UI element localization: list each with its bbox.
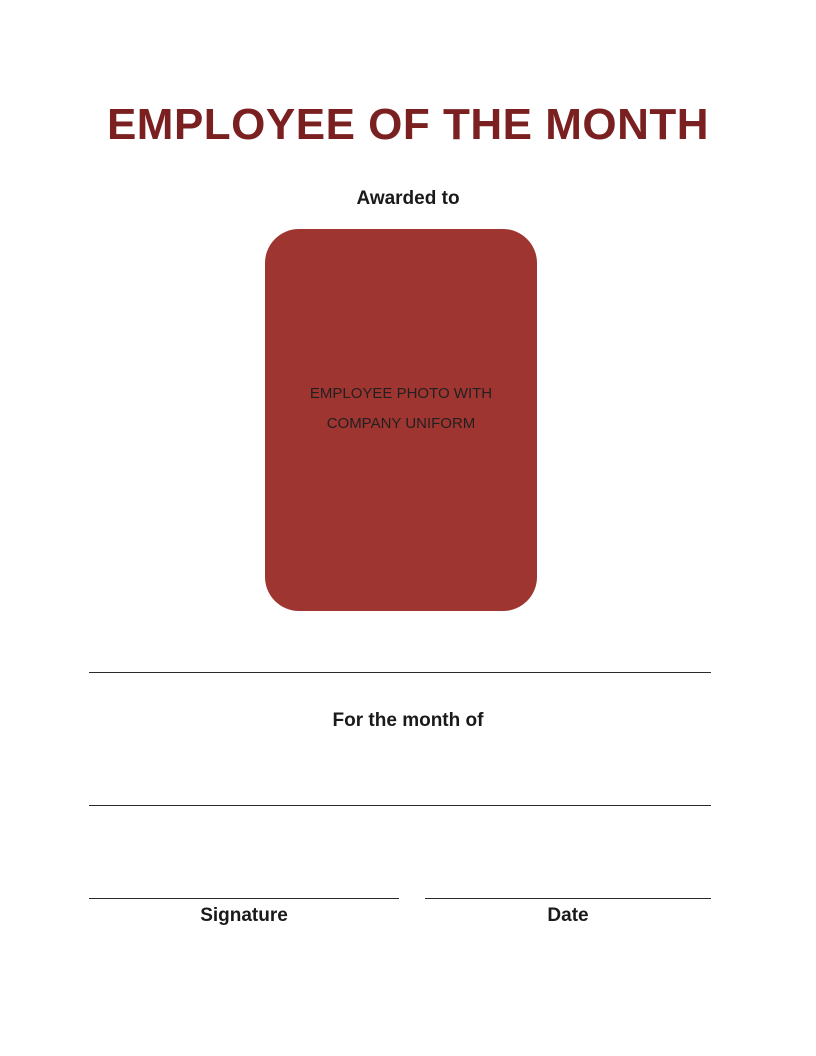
month-value-line[interactable] (89, 805, 711, 806)
photo-placeholder-line-2: COMPANY UNIFORM (326, 415, 476, 432)
recipient-name-line[interactable] (89, 672, 711, 673)
date-line[interactable] (425, 898, 711, 899)
signature-line[interactable] (89, 898, 399, 899)
date-label: Date (547, 905, 589, 926)
page-title: EMPLOYEE OF THE MONTH (106, 100, 710, 149)
photo-placeholder-caption (265, 379, 537, 439)
awarded-to-label: Awarded to (356, 188, 460, 209)
month-label: For the month of (332, 710, 484, 731)
signature-label: Signature (200, 905, 288, 926)
employee-photo-placeholder[interactable] (265, 229, 537, 611)
photo-placeholder-line-1: EMPLOYEE PHOTO WITH (309, 385, 493, 402)
